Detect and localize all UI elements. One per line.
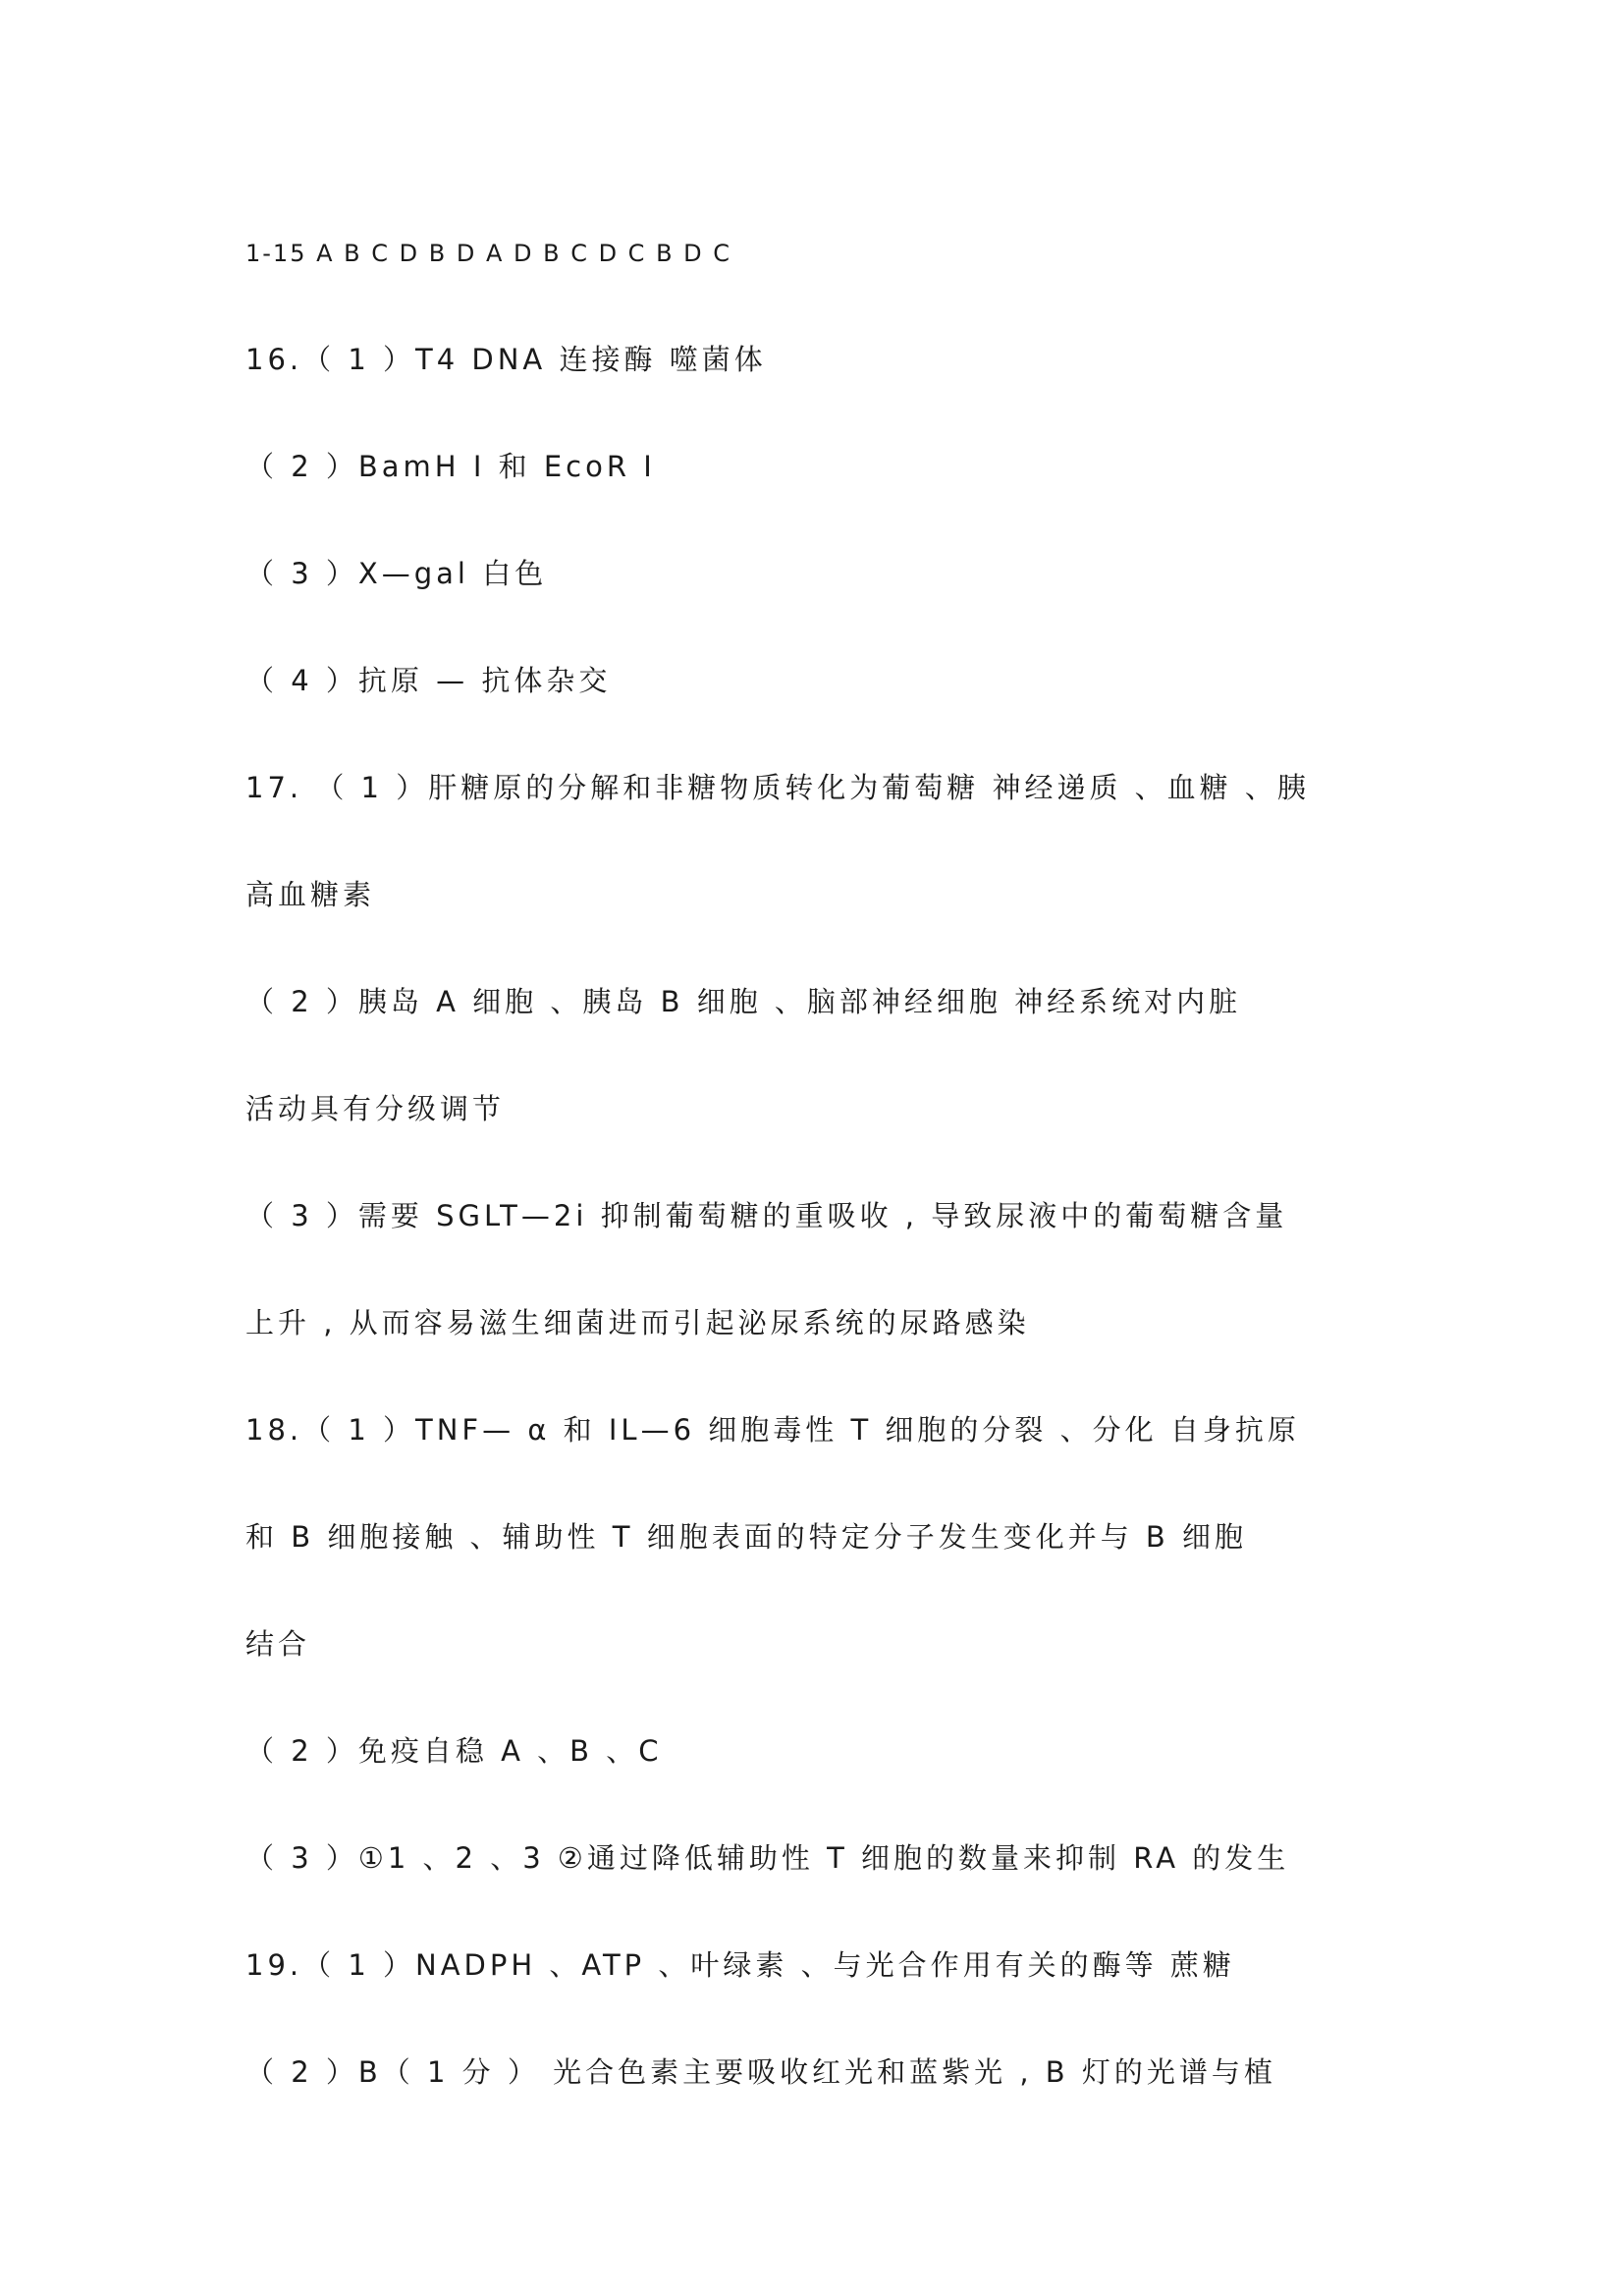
answer-line-17-2-cont: 活动具有分级调节 xyxy=(245,1092,506,1125)
answer-line-18-1-cont: 和 B 细胞接触 、辅助性 T 细胞表面的特定分子发生变化并与 B 细胞 xyxy=(245,1520,1248,1554)
answer-line-18-1: 18.（ 1 ）TNF— α 和 IL—6 细胞毒性 T 细胞的分裂 、分化 自身抗原 xyxy=(245,1413,1300,1447)
answer-line-18-1-cont2: 结合 xyxy=(245,1627,311,1661)
answer-line-18-3: （ 3 ）①1 、2 、3 ②通过降低辅助性 T 细胞的数量来抑制 RA 的发生 xyxy=(245,1841,1290,1875)
answer-line-19-2: （ 2 ）B（ 1 分 ） 光合色素主要吸收红光和蓝紫光 , B 灯的光谱与植 xyxy=(245,2055,1276,2089)
answer-line-16-4: （ 4 ）抗原 — 抗体杂交 xyxy=(245,664,612,697)
answer-line-17-3: （ 3 ）需要 SGLT—2i 抑制葡萄糖的重吸收 , 导致尿液中的葡萄糖含量 xyxy=(245,1199,1288,1232)
answer-line-16-1: 16.（ 1 ）T4 DNA 连接酶 噬菌体 xyxy=(245,343,767,376)
answer-line-18-2: （ 2 ）免疫自稳 A 、B 、C xyxy=(245,1734,663,1768)
answer-line-19-1: 19.（ 1 ）NADPH 、ATP 、叶绿素 、与光合作用有关的酶等 蔗糖 xyxy=(245,1948,1235,1982)
answer-line-16-3: （ 3 ）X—gal 白色 xyxy=(245,557,548,590)
answer-line-choice: 1-15 A B C D B D A D B C D C B D C xyxy=(245,240,732,267)
answer-line-16-2: （ 2 ）BamH Ⅰ 和 EcoR Ⅰ xyxy=(245,450,656,483)
answer-line-17-3-cont: 上升 , 从而容易滋生细菌进而引起泌尿系统的尿路感染 xyxy=(245,1306,1030,1339)
answer-line-17-1: 17. （ 1 ）肝糖原的分解和非糖物质转化为葡萄糖 神经递质 、血糖 、胰 xyxy=(245,771,1310,804)
answer-line-17-1-cont: 高血糖素 xyxy=(245,878,376,911)
answer-line-17-2: （ 2 ）胰岛 A 细胞 、胰岛 B 细胞 、脑部神经细胞 神经系统对内脏 xyxy=(245,985,1242,1018)
